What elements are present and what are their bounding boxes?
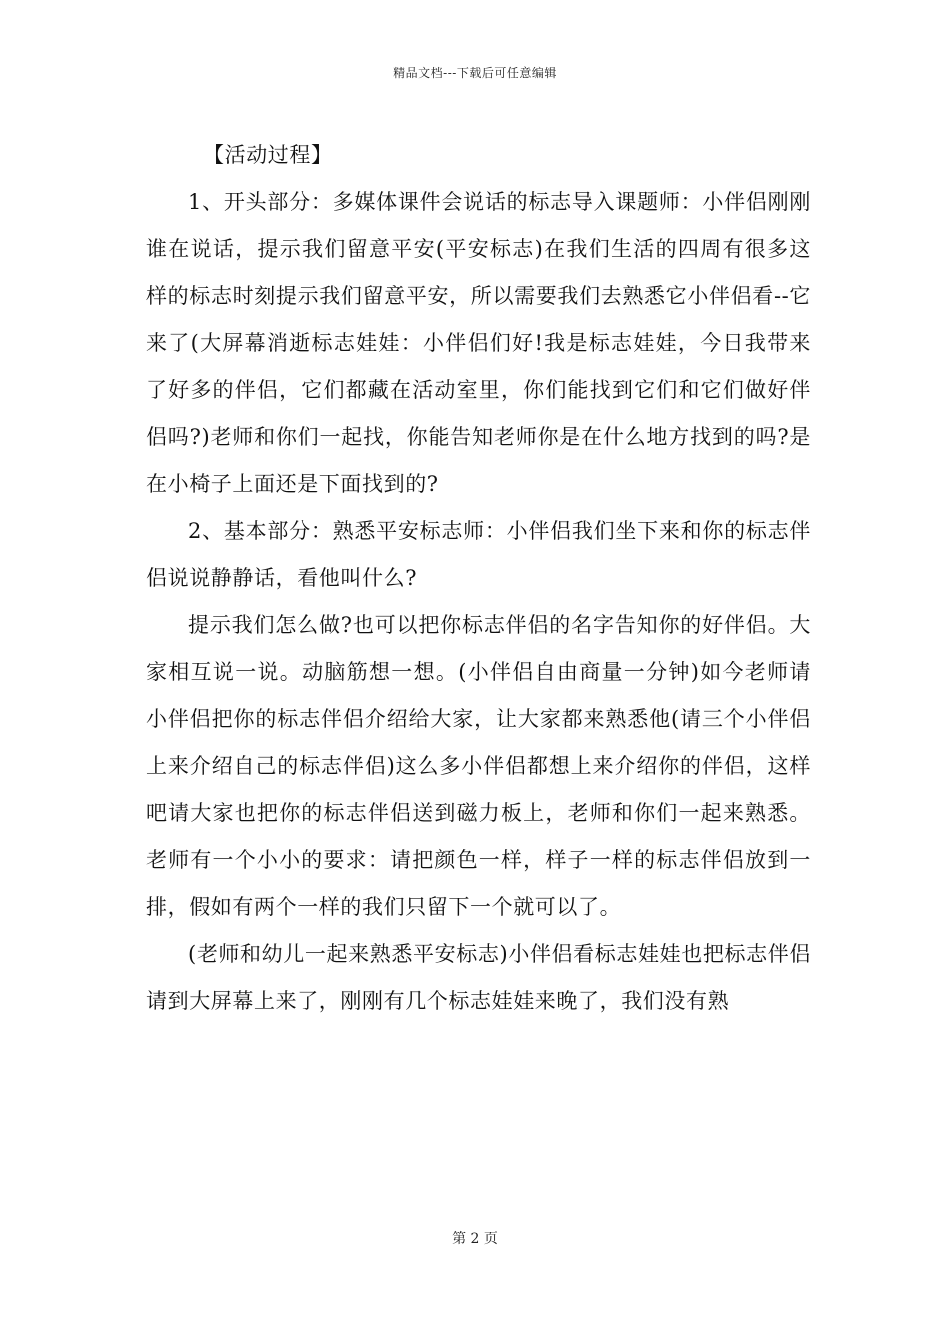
document-body <box>146 132 811 1025</box>
paragraph-prompt: 提示我们怎么做?也可以把你标志伴侣的名字告知你的好伴侣。大家相互说一说。动脑筋想一想。(小伴侣自由商量一分钟)如今老师请小伴侣把你的标志伴侣介绍给大家，让大家都来熟悉他(请三个小伴侣上来介绍自己的标志伴侣)这么多小伴侣都想上来介绍你的伴侣，这样吧请大家也把你的标志伴侣送到磁力板上，老师和你们一起来熟悉。老师有一个小小的要求：请把颜色一样，样子一样的标志伴侣放到一排，假如有两个一样的我们只留下一个就可以了。 <box>146 613 811 919</box>
page-header: 精品文档---下载后可任意编辑 <box>393 66 557 80</box>
page-number: 第 2 页 <box>452 1231 498 1247</box>
section-title: 【活动过程】 <box>203 143 333 167</box>
paragraph-teacher-children: (老师和幼儿一起来熟悉平安标志)小伴侣看标志娃娃也把标志伴侣请到大屏幕上来了，刚刚有几个标志娃娃来晚了，我们没有熟 <box>146 942 811 1013</box>
paragraph-opening: 1、开头部分：多媒体课件会说话的标志导入课题师：小伴侣刚刚谁在说话，提示我们留意平安(平安标志)在我们生活的四周有很多这样的标志时刻提示我们留意平安，所以需要我们去熟悉它小伴侣看--它来了(大屏幕消逝标志娃娃：小伴侣们好!我是标志娃娃，今日我带来了好多的伴侣，它们都藏在活动室里，你们能找到它们和它们做好伴侣吗?)老师和你们一起找，你能告知老师你是在什么地方找到的吗?是在小椅子上面还是下面找到的? <box>146 190 811 496</box>
paragraph-basic-part: 2、基本部分：熟悉平安标志师：小伴侣我们坐下来和你的标志伴侣说说静静话，看他叫什么? <box>146 519 811 590</box>
